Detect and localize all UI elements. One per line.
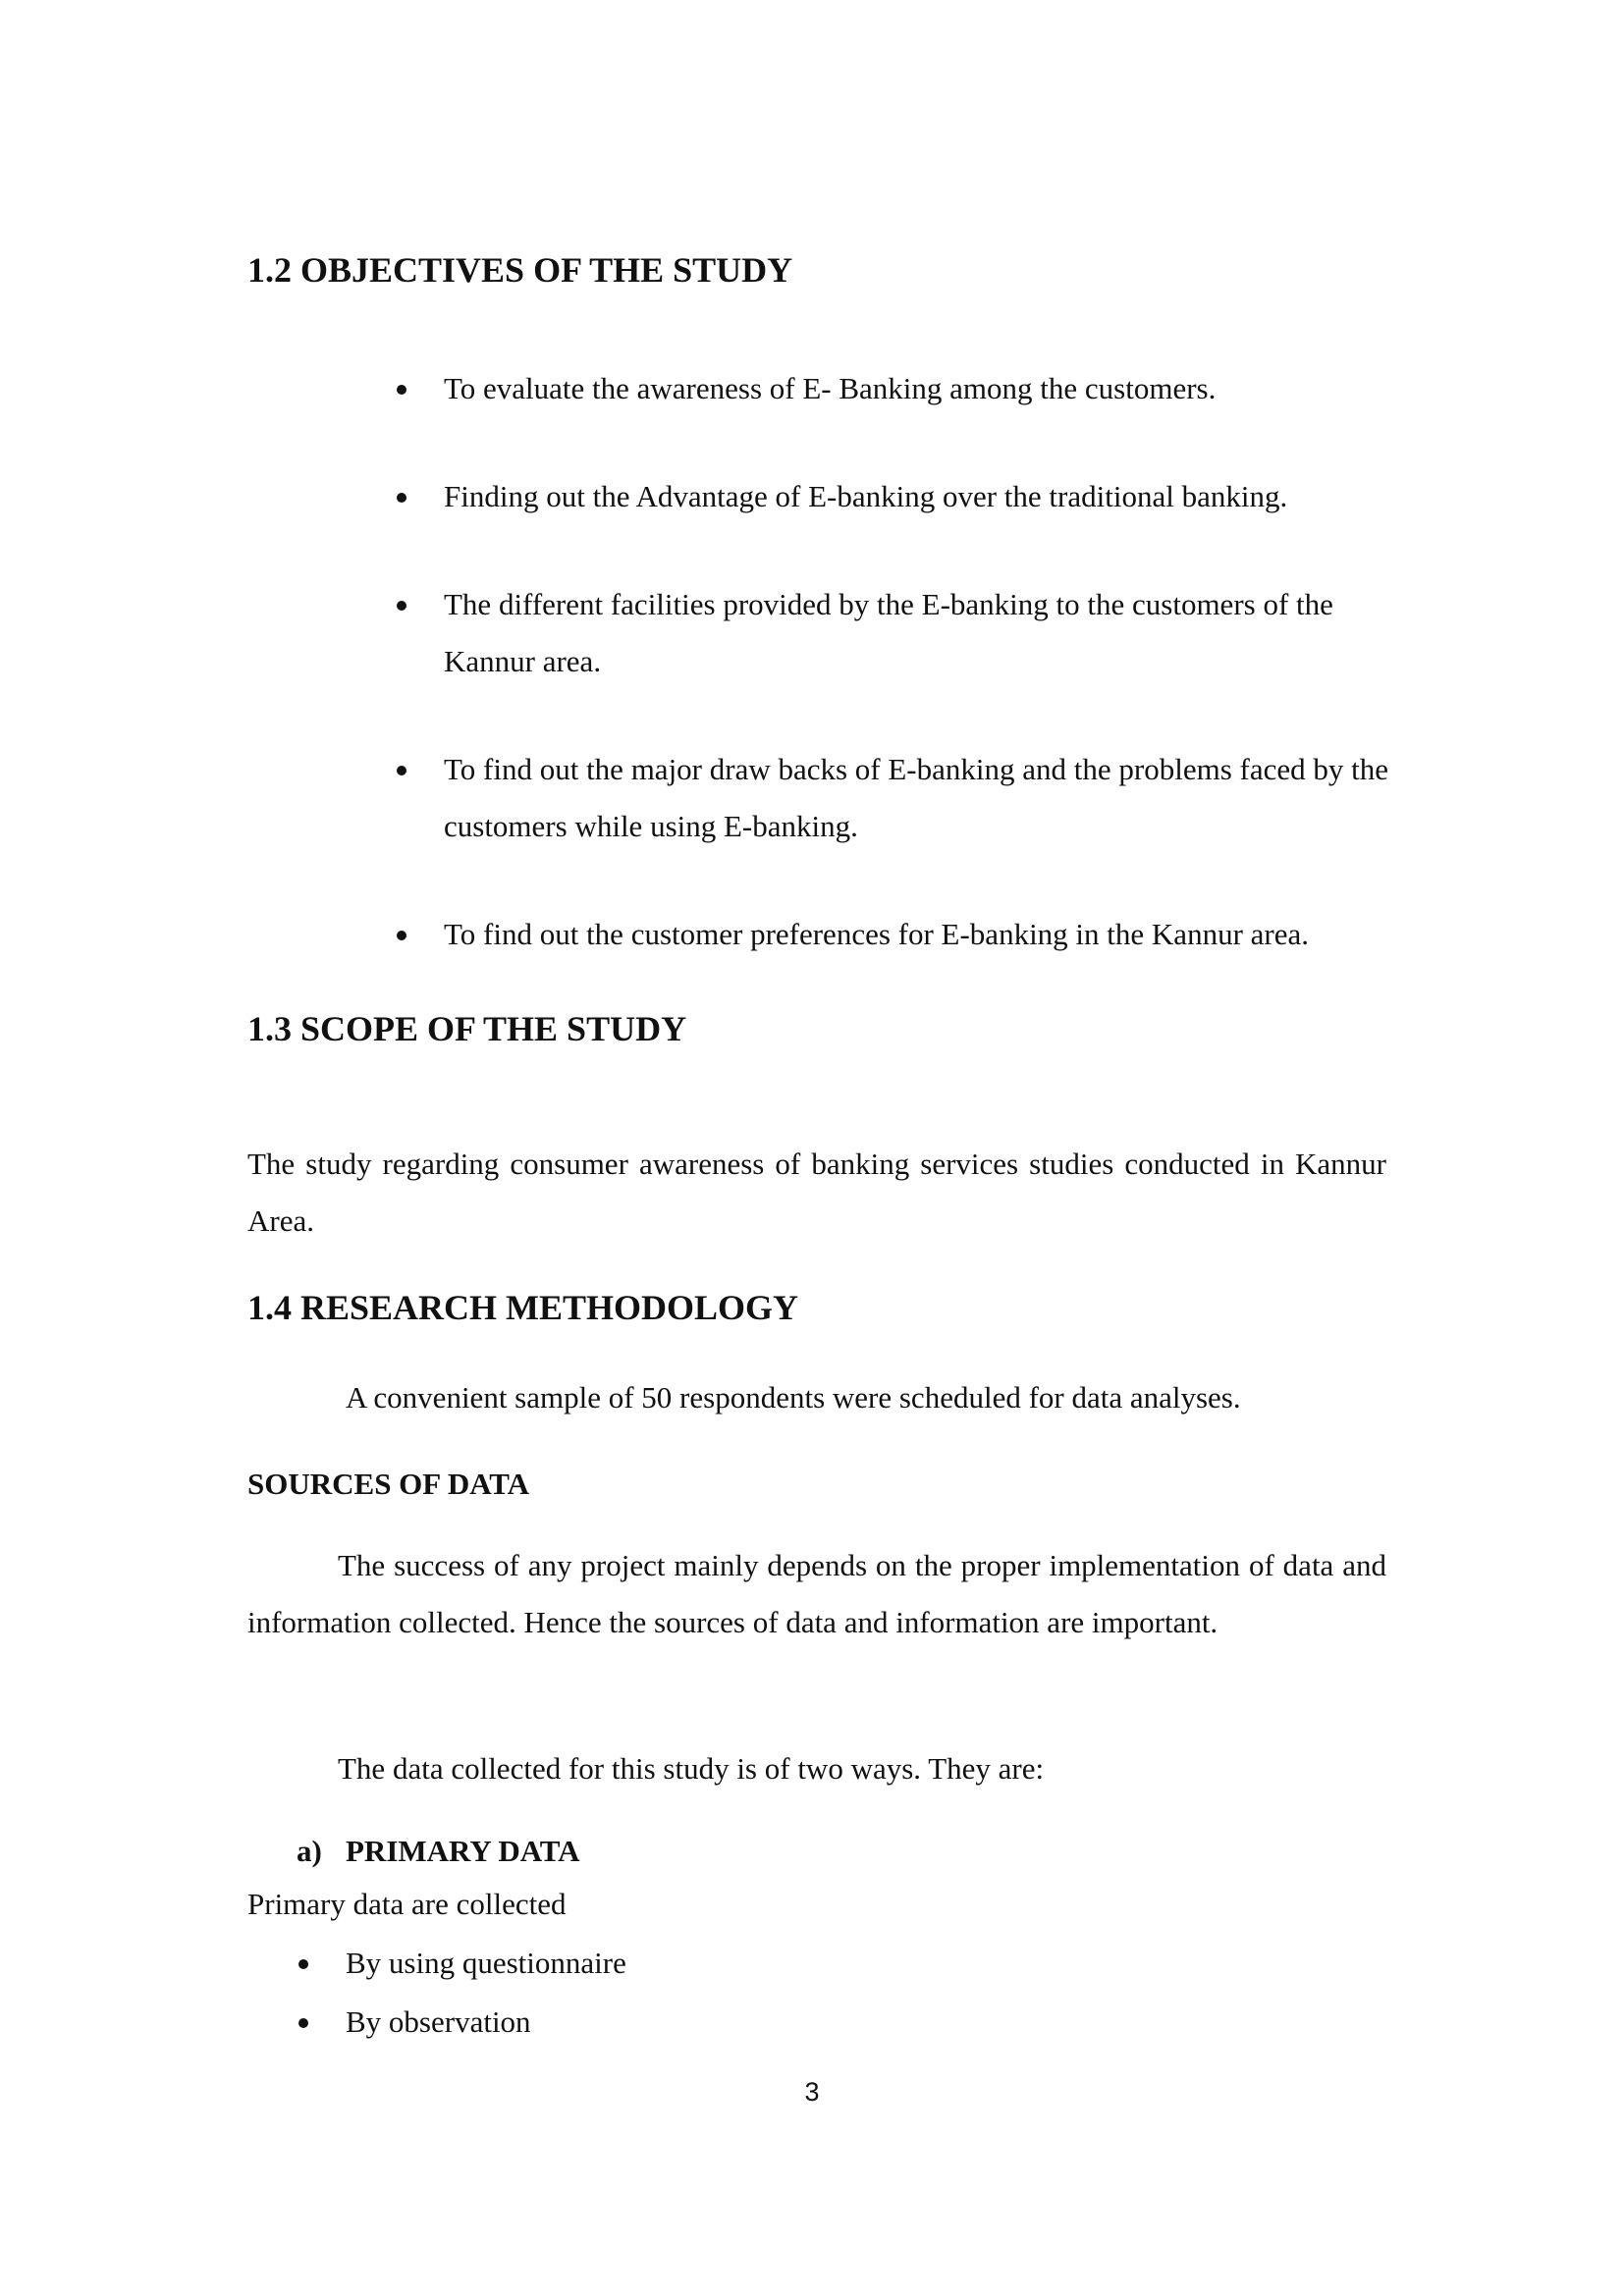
methodology-heading: 1.4 RESEARCH METHODOLOGY [247, 1288, 799, 1327]
objective-text: To evaluate the awareness of E- Banking among the customers. [444, 371, 1217, 405]
primary-data-intro: Primary data are collected [247, 1887, 567, 1921]
primary-data-marker: a) [297, 1834, 322, 1868]
bullet-icon [397, 766, 406, 775]
list-item [393, 741, 1394, 906]
sample-text: A convenient sample of 50 respondents were scheduled for data analyses. [346, 1380, 1241, 1415]
objective-text: The different facilities provided by the E-banking to the customers of the Kannur area. [444, 587, 1333, 678]
bullet-icon [298, 1959, 308, 1969]
bullet-icon [397, 601, 406, 611]
scope-heading: 1.3 SCOPE OF THE STUDY [247, 1009, 687, 1048]
primary-data-title: PRIMARY DATA [346, 1834, 580, 1868]
list-item [295, 1994, 884, 2053]
bullet-icon [397, 931, 406, 940]
bullet-icon [397, 385, 406, 395]
page-number: 3 [804, 2077, 820, 2107]
sources-paragraph: The success of any project mainly depends on the proper implementation of data and information collected. Hence the sources of data and information are important. [247, 1548, 1386, 1639]
objectives-heading: 1.2 OBJECTIVES OF THE STUDY [247, 250, 793, 290]
bullet-icon [397, 493, 406, 503]
objectives-list [393, 360, 1394, 963]
list-item [393, 906, 1394, 963]
primary-data-list [295, 1935, 884, 2053]
bullet-icon [298, 2018, 308, 2028]
list-item [393, 576, 1394, 741]
list-item [295, 1935, 884, 1994]
objective-text: To find out the customer preferences for E-banking in the Kannur area. [444, 917, 1309, 951]
list-item [393, 360, 1394, 468]
objective-text: To find out the major draw backs of E-banking and the problems faced by the customers while using E-banking. [444, 752, 1388, 843]
primary-method-text: By observation [346, 2004, 531, 2039]
scope-paragraph: The study regarding consumer awareness of banking services studies conducted in Kannur Area. [247, 1147, 1386, 1238]
data-ways-text: The data collected for this study is of two ways. They are: [338, 1751, 1045, 1786]
objective-text: Finding out the Advantage of E-banking over the traditional banking. [444, 479, 1288, 513]
list-item [393, 468, 1394, 576]
sources-heading: SOURCES OF DATA [247, 1467, 530, 1501]
primary-method-text: By using questionnaire [346, 1946, 626, 1980]
